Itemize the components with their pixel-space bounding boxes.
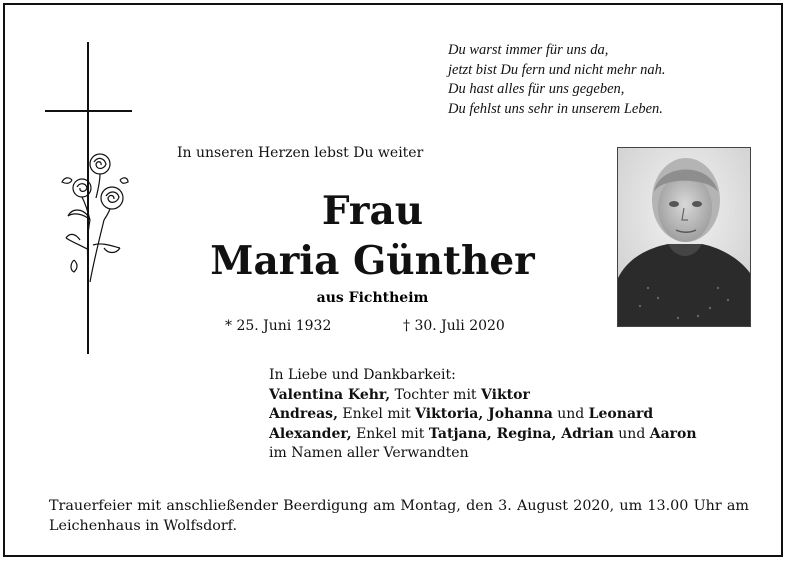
- poem-line: Du fehlst uns sehr in unserem Leben.: [448, 100, 663, 117]
- mourners-block: [269, 366, 769, 464]
- poem-line: jetzt bist Du fern und nicht mehr nah.: [448, 61, 666, 78]
- mourner-row: Alexander, Enkel mit Tatjana, Regina, Adrian und Aaron: [269, 425, 697, 442]
- deceased-name: Maria Günther: [210, 238, 535, 284]
- salutation: Frau: [321, 188, 424, 234]
- death-date: † 30. Juli 2020: [403, 318, 505, 334]
- obituary-frame: [3, 3, 783, 557]
- cross-horizontal: [45, 110, 132, 112]
- funeral-service-notice: Trauerfeier mit anschließender Beerdigung am Montag, den 3. August 2020, um 13.00 Uhr am Leichenhaus in Wolfsdorf.: [49, 498, 749, 534]
- intro-text: In unseren Herzen lebst Du weiter: [177, 145, 424, 161]
- mourner-row: Valentina Kehr, Tochter mit Viktor: [269, 386, 530, 403]
- roses-icon: [60, 150, 130, 290]
- birth-date: * 25. Juni 1932: [225, 318, 332, 334]
- poem-line: Du hast alles für uns gegeben,: [448, 81, 625, 97]
- mourner-row: Andreas, Enkel mit Viktoria, Johanna und Leonard: [269, 406, 654, 422]
- poem-line: Du warst immer für uns da,: [448, 42, 609, 58]
- origin: aus Fichtheim: [316, 290, 429, 306]
- portrait-photo: [617, 147, 751, 327]
- mourners-heading: In Liebe und Dankbarkeit:: [269, 367, 456, 383]
- mourners-closing: im Namen aller Verwandten: [269, 445, 469, 461]
- poem: [448, 41, 778, 119]
